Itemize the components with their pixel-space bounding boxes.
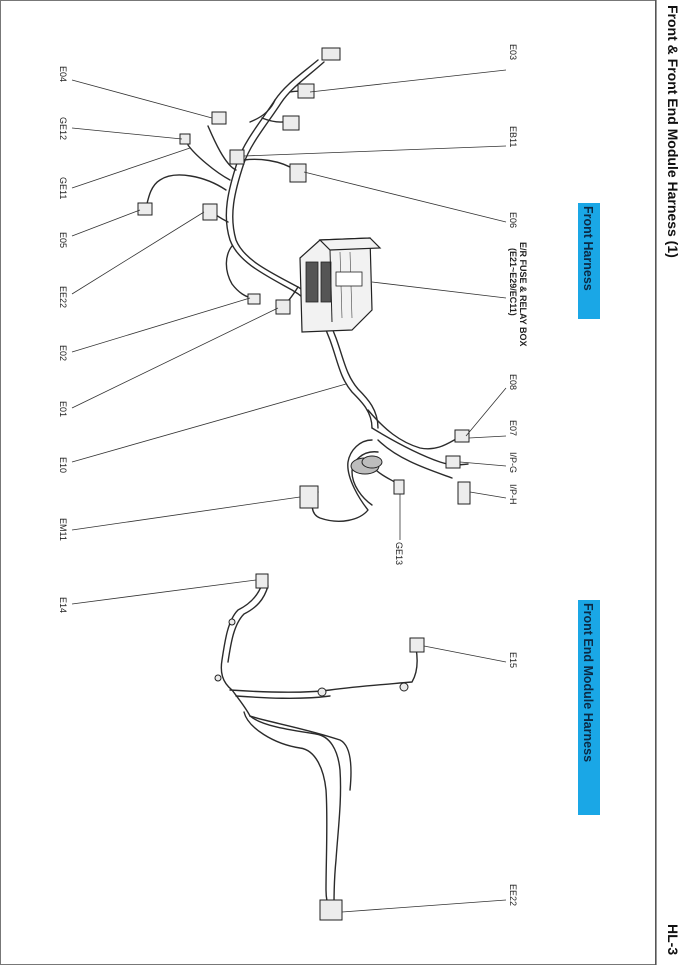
connector-e03-a [322,48,340,60]
label-ip-g: I/P-G [508,452,518,474]
connector-e04 [212,112,226,124]
front-end-module-section-label [578,600,600,815]
connector-e14 [256,574,268,588]
connector-eb11 [230,150,244,164]
svg-text:Front Harness: Front Harness [581,206,595,291]
clip-4 [215,675,221,681]
front-harness-section-label [578,203,600,319]
clip-2 [400,683,408,691]
page-frame [1,1,656,965]
label-em11: EM11 [58,518,68,541]
connector-em11 [300,486,318,508]
connector-e01 [276,300,290,314]
fuse-box-label-line1: E/R FUSE & RELAY BOX [518,242,528,347]
connector-ip-h [458,482,470,504]
connector-e08 [455,430,469,442]
label-e10: E10 [58,457,68,474]
clip-1 [318,688,326,696]
connector-e15 [410,638,424,652]
label-ip-h: I/P-H [508,484,518,505]
label-e06: E06 [508,212,518,229]
connector-e02 [248,294,260,304]
connector-ip-g [446,456,460,468]
label-e14: E14 [58,597,68,614]
label-ge12: GE12 [58,117,68,141]
page-title: Front & Front End Module Harness (1) [665,5,681,258]
label-e15: E15 [508,652,518,669]
connector-ee22 [203,204,217,220]
fuse-relay-box [300,238,380,332]
leader-lines [72,70,506,912]
label-e02: E02 [58,345,68,362]
label-e07: E07 [508,420,518,437]
connector-e03 [298,84,314,98]
label-e05: E05 [58,232,68,249]
connector-e06 [290,164,306,182]
fem-connectors [215,574,424,920]
label-ge11: GE11 [58,177,68,200]
front-end-module-wiring [221,584,417,910]
label-e01: E01 [58,401,68,418]
page-code: HL-3 [665,924,681,956]
connector-branch [283,116,299,130]
fuse-box-label-line2: (E21~E29/EC11) [508,248,518,316]
connector-ge13 [394,480,404,494]
connector-ee22-fem [320,900,342,920]
label-e04: E04 [58,66,68,83]
label-e08: E08 [508,374,518,391]
label-ee22-right: EE22 [508,884,518,907]
label-ge13: GE13 [394,542,404,566]
clip-3 [229,619,235,625]
label-e03: E03 [508,44,518,61]
label-ee22-left: EE22 [58,286,68,309]
label-eb11: EB11 [508,126,518,148]
svg-text:Front End Module Harness: Front End Module Harness [581,603,595,763]
connector-e05 [138,203,152,215]
